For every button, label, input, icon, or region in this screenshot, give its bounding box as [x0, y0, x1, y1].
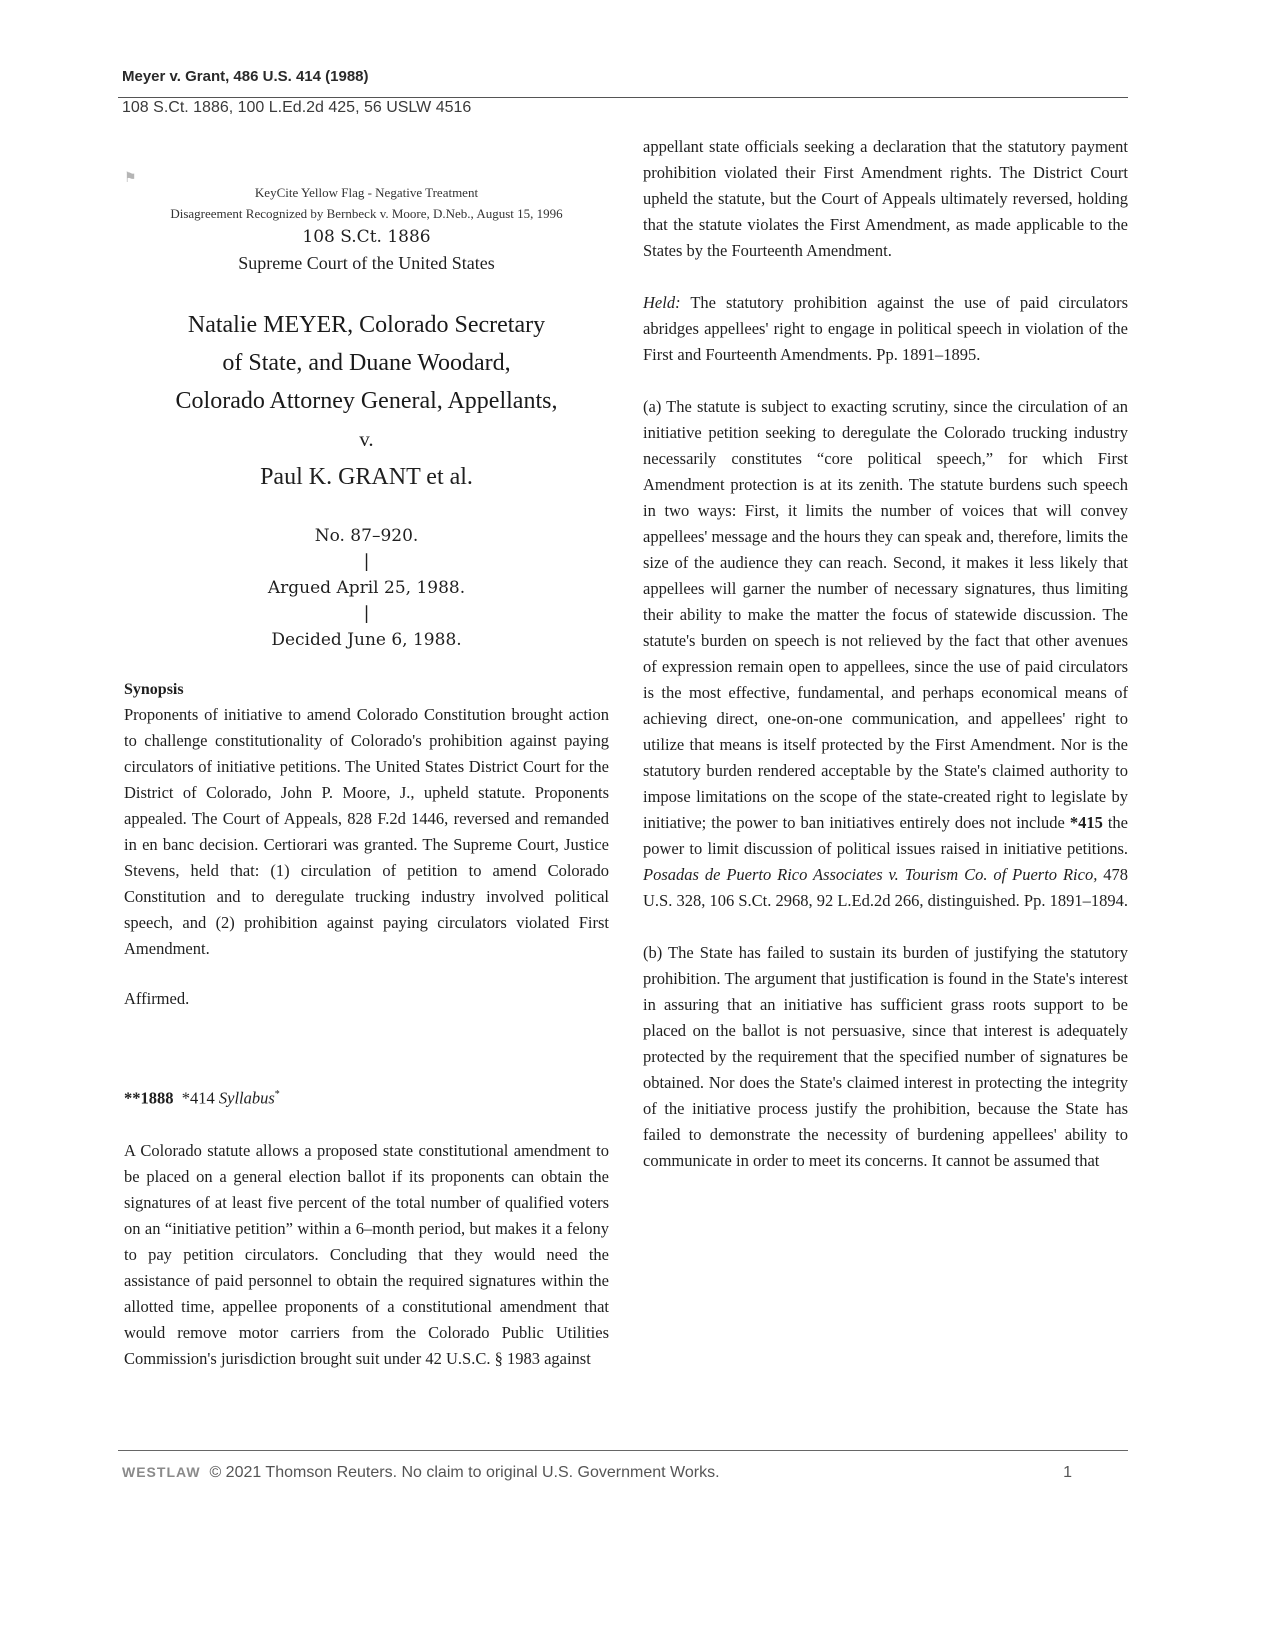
syllabus-footnote-marker[interactable]: * [274, 1089, 280, 1100]
posadas-case-link[interactable]: Posadas de Puerto Rico Associates v. Tourism Co. of Puerto Rico, [643, 865, 1098, 884]
appellee-name: Paul K. GRANT et al. [260, 464, 473, 490]
westlaw-logo: WESTLAW [122, 1464, 201, 1480]
decided-date: Decided June 6, 1988. [271, 630, 462, 650]
docket-divider: | [363, 551, 370, 572]
parallel-citations: 108 S.Ct. 1886, 100 L.Ed.2d 425, 56 USLW 4516 [122, 99, 472, 116]
star-page-415: *415 [1069, 813, 1103, 832]
versus: v. [359, 427, 374, 451]
held-body: The statutory prohibition against the use of paid circulators abridges appellees' right to engage in political speech in violation of the First and Fourteenth Amendments. Pp. 1891–1895. [643, 293, 1128, 364]
held-paragraph [643, 290, 1128, 368]
header-rule [118, 97, 1128, 98]
footer-rule [118, 1450, 1128, 1451]
star-page-1888: **1888 [124, 1088, 174, 1108]
syllabus-heading-line [124, 1082, 609, 1112]
keycite-treatment[interactable]: Disagreement Recognized by Bernbeck v. Moore, D.Neb., August 15, 1996 [170, 206, 563, 221]
docket-block [124, 522, 609, 654]
star-page-414: *414 [181, 1088, 215, 1108]
page-number: 1 [1063, 1464, 1072, 1481]
left-column [124, 120, 609, 1372]
syllabus-heading: Syllabus [218, 1088, 275, 1108]
keycite-flag-icon: ⚑ [124, 171, 137, 186]
held-label: Held: [643, 293, 681, 312]
argued-date: Argued April 25, 1988. [267, 578, 466, 598]
synopsis-body: Proponents of initiative to amend Colorado Constitution brought action to challenge constitutionality of Colorado's prohibition against paying circulators of initiative petitions. The United States District Court for the District of Colorado, John P. Moore, J., upheld statute. Proponents appealed. The Court of Appeals, 828 F.2d 1446, reversed and remanded in en banc decision. Certiorari was granted. The Supreme Court, Justice Stevens, held that: (1) circulation of petition to amend Colorado Constitution and to deregulate trucking industry involved political speech, and (2) prohibition against paying circulators violated First Amendment. [124, 705, 609, 958]
synopsis-heading: Synopsis [124, 681, 184, 698]
official-citation: 108 S.Ct. 1886 [302, 227, 431, 247]
court-name: Supreme Court of the United States [238, 253, 495, 273]
docket-number: No. 87–920. [314, 526, 419, 546]
party-line-3: Colorado Attorney General, Appellants, [175, 388, 558, 414]
paragraph-a-part1: (a) The statute is subject to exacting scrutiny, since the circulation of an initiative petition seeking to deregulate the Colorado trucking industry necessarily constitutes “core political speech,” for which First Amendment protection is at its zenith. The statute burdens such speech in two ways: First, it limits the number of voices that will convey appellees' message and the hours they can speak and, therefore, limits the size of the audience they can reach. Second, it makes it less likely that appellees will garner the number of necessary signatures, thus limiting their ability to make the matter the focus of statewide discussion. The statute's burden on speech is not relieved by the fact that other avenues of expression remain open to appellees, since the use of paid circulators is the most effective, fundamental, and perhaps economical means of achieving direct, one-on-one communication, and appellees' right to utilize that means is itself protected by the First Amendment. Nor is the statutory burden rendered acceptable by the State's claimed authority to impose limitations on the scope of the state-created right to legislate by initiative; the power to ban initiatives entirely does not include [643, 397, 1128, 832]
copyright-notice: © 2021 Thomson Reuters. No claim to original U.S. Government Works. [209, 1464, 720, 1481]
paragraph-b: (b) The State has failed to sustain its burden of justifying the statutory prohibition. The argument that justification is found in the State's interest in assuring that an initiative has sufficient grass roots support to be placed on the ballot is not persuasive, since that interest is adequately protected by the requirement that the specified number of signatures be obtained. Nor does the State's claimed interest in protecting the integrity of the initiative process justify the prohibition, because the State has failed to demonstrate the necessity of burdening appellees' ability to communicate in order to meet its concerns. It cannot be assumed that [643, 943, 1128, 1170]
right-column [643, 134, 1128, 1174]
case-title [124, 306, 609, 420]
footer [122, 1464, 1072, 1482]
case-name-header: Meyer v. Grant, 486 U.S. 414 (1988) [122, 68, 369, 85]
docket-divider: | [363, 603, 370, 624]
party-line-2: of State, and Duane Woodard, [222, 350, 511, 376]
paragraph-a [643, 394, 1128, 914]
party-line-1: Natalie MEYER, Colorado Secretary [187, 312, 546, 338]
syllabus-paragraph-1-cont: appellant state officials seeking a declaration that the statutory payment prohibition violated their First Amendment rights. The District Court upheld the statute, but the Court of Appeals ultimately reversed, holding that the statute violates the First Amendment, as made applicable to the States by the Fourteenth Amendment. [643, 137, 1128, 260]
paragraph-a-part2: the power to limit discussion of political issues raised in initiative petitions. [643, 813, 1128, 858]
keycite-flag-text[interactable]: KeyCite Yellow Flag - Negative Treatment [254, 185, 479, 200]
syllabus-paragraph-1: A Colorado statute allows a proposed state constitutional amendment to be placed on a general election ballot if its proponents can obtain the signatures of at least five percent of the total number of qualified voters on an “initiative petition” within a 6–month period, but makes it a felony to pay petition circulators. Concluding that they would need the assistance of paid personnel to obtain the required signatures within the allotted time, appellee proponents of a constitutional amendment that would remove motor carriers from the Colorado Public Utilities Commission's jurisdiction brought suit under 42 U.S.C. § 1983 against [124, 1140, 609, 1368]
paragraph-a-part3: 478 U.S. 328, 106 S.Ct. 2968, 92 L.Ed.2d 266, distinguished. Pp. 1891–1894. [643, 865, 1129, 910]
disposition: Affirmed. [124, 989, 190, 1008]
